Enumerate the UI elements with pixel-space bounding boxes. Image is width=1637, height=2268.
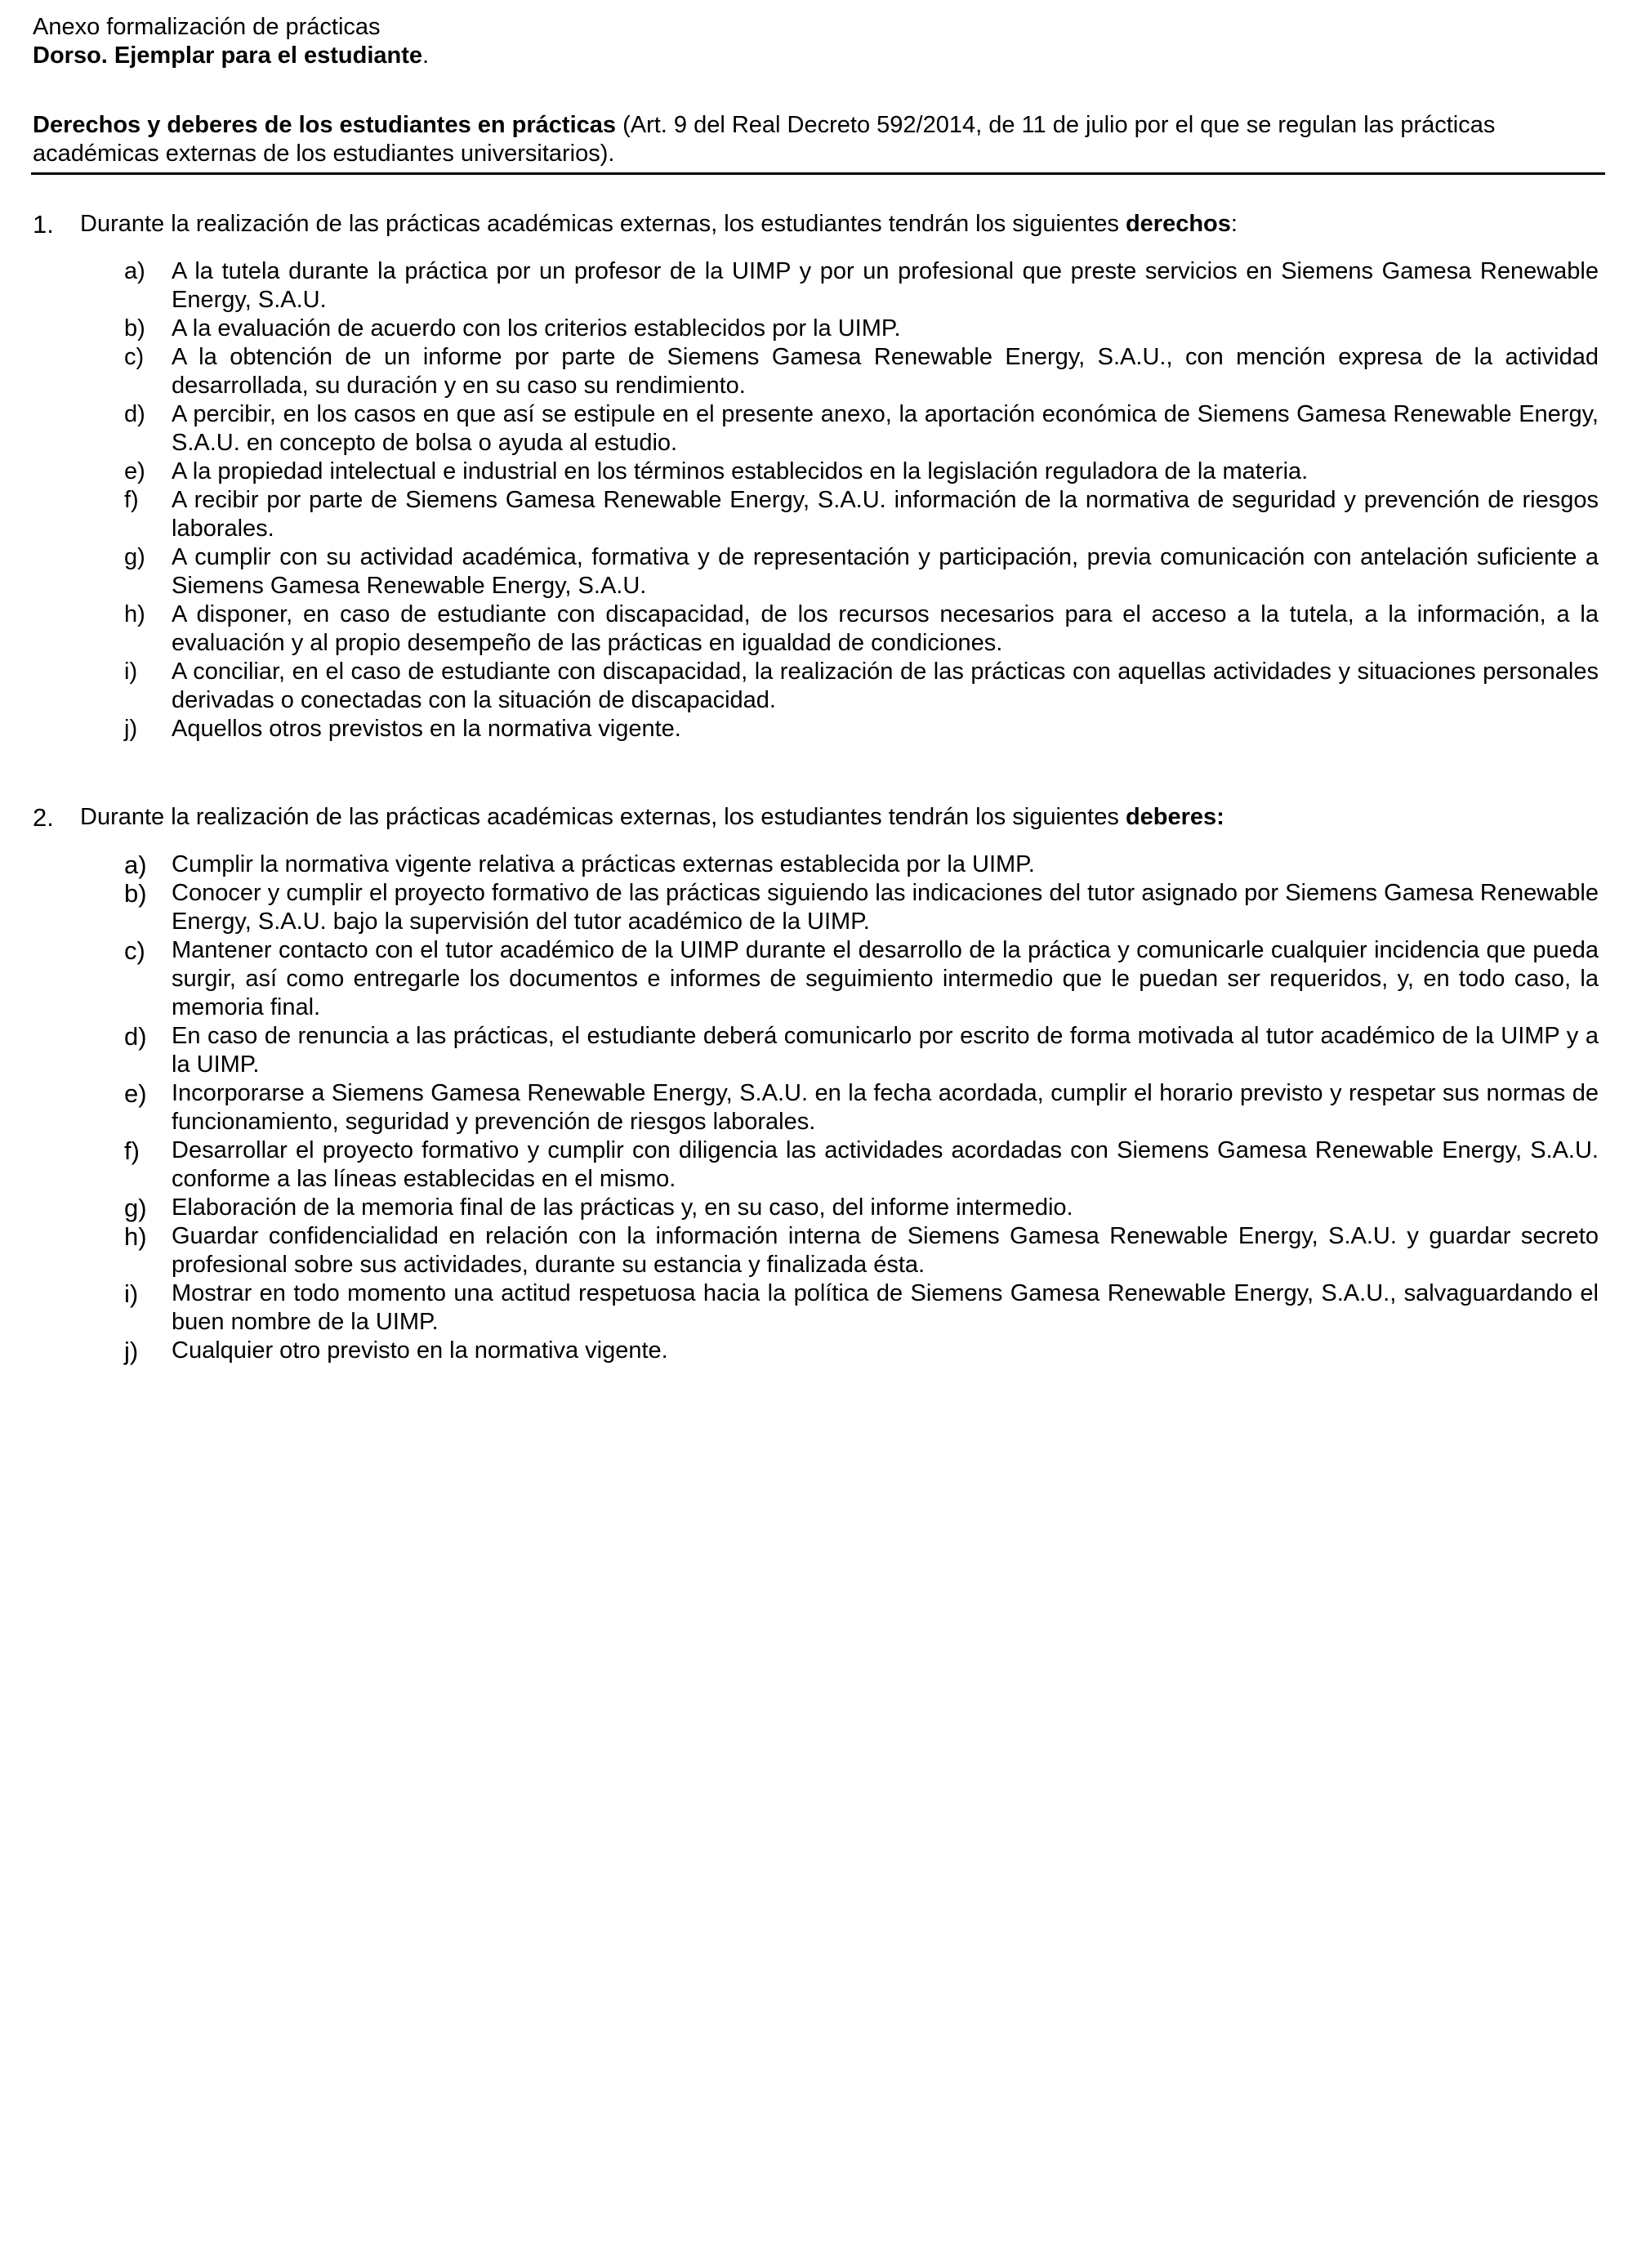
list-item xyxy=(124,543,1601,600)
item-text: A disponer, en caso de estudiante con discapacidad, de los recursos necesarios para el acceso a la tutela, a la información, a la evaluación y al propio desempeño de las prácticas en igualdad de condiciones. xyxy=(172,601,1599,656)
item-text: Aquellos otros previstos en la normativa vigente. xyxy=(172,716,681,742)
item-text: A cumplir con su actividad académica, formativa y de representación y participación, previa comunicación con antelación suficiente a Siemens Gamesa Renewable Energy, S.A.U. xyxy=(172,544,1599,599)
item-list xyxy=(33,850,1601,1365)
item-text: A la obtención de un informe por parte de Siemens Gamesa Renewable Energy, S.A.U., con mención expresa de la actividad desarrollada, su duración y en su caso su rendimiento. xyxy=(172,344,1599,399)
rights-section xyxy=(33,210,1601,743)
item-list xyxy=(33,257,1601,743)
intro-keyword: derechos xyxy=(1125,211,1231,237)
intro-text: Durante la realización de las prácticas académicas externas, los estudiantes tendrán los siguientes xyxy=(80,211,1126,237)
section-intro-text xyxy=(80,210,1238,239)
section-number: 2. xyxy=(33,803,54,832)
item-letter: d) xyxy=(124,401,145,427)
item-letter: a) xyxy=(124,258,145,284)
item-letter: f) xyxy=(124,487,139,513)
item-text: Desarrollar el proyecto formativo y cumplir con diligencia las actividades acordadas con Siemens Gamesa Renewable Energy, S.A.U. conforme a las líneas establecidas en el mismo. xyxy=(172,1137,1599,1192)
item-letter: d) xyxy=(124,1022,147,1051)
list-item xyxy=(124,486,1601,543)
heading-reference: (Art. 9 del Real Decreto 592/2014, de 11 de julio por el que se regulan las prácticas académicas externas de los estudiantes universitarios). xyxy=(33,112,1496,167)
list-item xyxy=(124,1136,1601,1194)
list-item xyxy=(124,1222,1601,1279)
item-text: Incorporarse a Siemens Gamesa Renewable Energy, S.A.U. en la fecha acordada, cumplir el horario previsto y respetar sus normas de funcionamiento, seguridad y prevención de riesgos laborales. xyxy=(172,1080,1599,1135)
item-letter: h) xyxy=(124,601,145,627)
copy-label xyxy=(33,42,429,70)
list-item xyxy=(124,936,1601,1022)
item-text: Mantener contacto con el tutor académico de la UIMP durante el desarrollo de la práctica y comunicarle cualquier incidencia que pueda surgir, así como entregarle los documentos e informes de seguimiento intermedio que le puedan ser requeridos, y, en todo caso, la memoria final. xyxy=(172,937,1599,1020)
item-text: A la tutela durante la práctica por un profesor de la UIMP y por un profesional que preste servicios en Siemens Gamesa Renewable Energy, S.A.U. xyxy=(172,258,1599,313)
list-item xyxy=(124,315,1601,343)
list-item xyxy=(124,400,1601,458)
item-letter: i) xyxy=(124,1279,139,1308)
list-item xyxy=(124,1022,1601,1079)
item-letter: h) xyxy=(124,1222,147,1251)
item-letter: c) xyxy=(124,344,145,370)
section-heading xyxy=(33,111,1604,168)
heading-bold: Derechos y deberes de los estudiantes en prácticas xyxy=(33,112,617,138)
list-item xyxy=(124,458,1601,486)
document-header xyxy=(33,13,429,70)
item-letter: e) xyxy=(124,458,145,484)
copy-label-bold: Dorso. Ejemplar para el estudiante xyxy=(33,42,423,69)
section-intro-text xyxy=(80,803,1224,832)
list-item xyxy=(124,879,1601,936)
item-text: A conciliar, en el caso de estudiante con discapacidad, la realización de las prácticas con aquellas actividades y situaciones personales derivadas o conectadas con la situación de discapacidad. xyxy=(172,659,1599,713)
item-letter: g) xyxy=(124,544,145,570)
item-text: A recibir por parte de Siemens Gamesa Renewable Energy, S.A.U. información de la normativa de seguridad y prevención de riesgos laborales. xyxy=(172,487,1599,542)
item-text: A percibir, en los casos en que así se estipule en el presente anexo, la aportación económica de Siemens Gamesa Renewable Energy, S.A.U. en concepto de bolsa o ayuda al estudio. xyxy=(172,401,1599,456)
item-letter: f) xyxy=(124,1136,140,1165)
item-letter: a) xyxy=(124,850,147,879)
section-intro xyxy=(33,803,1601,832)
item-letter: e) xyxy=(124,1079,147,1108)
list-item xyxy=(124,343,1601,400)
item-letter: c) xyxy=(124,936,145,965)
item-text: Guardar confidencialidad en relación con la información interna de Siemens Gamesa Renewable Energy, S.A.U. y guardar secreto profesional sobre sus actividades, durante su estancia y finalizada ésta. xyxy=(172,1223,1599,1278)
item-text: A la propiedad intelectual e industrial en los términos establecidos en la legislación reguladora de la materia. xyxy=(172,458,1309,484)
intro-keyword: deberes: xyxy=(1125,804,1224,830)
item-text: Conocer y cumplir el proyecto formativo de las prácticas siguiendo las indicaciones del tutor asignado por Siemens Gamesa Renewable Energy, S.A.U. bajo la supervisión del tutor académico de la UIMP. xyxy=(172,880,1599,935)
item-letter: j) xyxy=(124,1337,139,1365)
item-text: A la evaluación de acuerdo con los criterios establecidos por la UIMP. xyxy=(172,315,901,342)
list-item xyxy=(124,1194,1601,1222)
list-item xyxy=(124,600,1601,658)
list-item xyxy=(124,1279,1601,1337)
list-item xyxy=(124,715,1601,743)
list-item xyxy=(124,1337,1601,1365)
annex-title: Anexo formalización de prácticas xyxy=(33,14,381,40)
item-text: En caso de renuncia a las prácticas, el estudiante deberá comunicarlo por escrito de forma motivada al tutor académico de la UIMP y a la UIMP. xyxy=(172,1023,1599,1078)
item-text: Cumplir la normativa vigente relativa a prácticas externas establecida por la UIMP. xyxy=(172,851,1035,877)
intro-tail: : xyxy=(1230,211,1238,237)
intro-text: Durante la realización de las prácticas académicas externas, los estudiantes tendrán los siguientes xyxy=(80,804,1126,830)
list-item xyxy=(124,658,1601,715)
item-letter: j) xyxy=(124,716,138,742)
item-text: Cualquier otro previsto en la normativa vigente. xyxy=(172,1337,668,1364)
list-item xyxy=(124,850,1601,879)
item-letter: i) xyxy=(124,659,138,685)
item-text: Elaboración de la memoria final de las prácticas y, en su caso, del informe intermedio. xyxy=(172,1194,1073,1221)
item-letter: b) xyxy=(124,879,147,908)
section-intro xyxy=(33,210,1601,239)
list-item xyxy=(124,1079,1601,1136)
copy-label-tail: . xyxy=(422,42,430,69)
item-text: Mostrar en todo momento una actitud respetuosa hacia la política de Siemens Gamesa Renewable Energy, S.A.U., salvaguardando el buen nombre de la UIMP. xyxy=(172,1280,1599,1335)
item-letter: b) xyxy=(124,315,145,342)
section-number: 1. xyxy=(33,210,54,239)
duties-section xyxy=(33,803,1601,1365)
heading-rule xyxy=(31,172,1605,175)
item-letter: g) xyxy=(124,1194,147,1222)
list-item xyxy=(124,257,1601,315)
